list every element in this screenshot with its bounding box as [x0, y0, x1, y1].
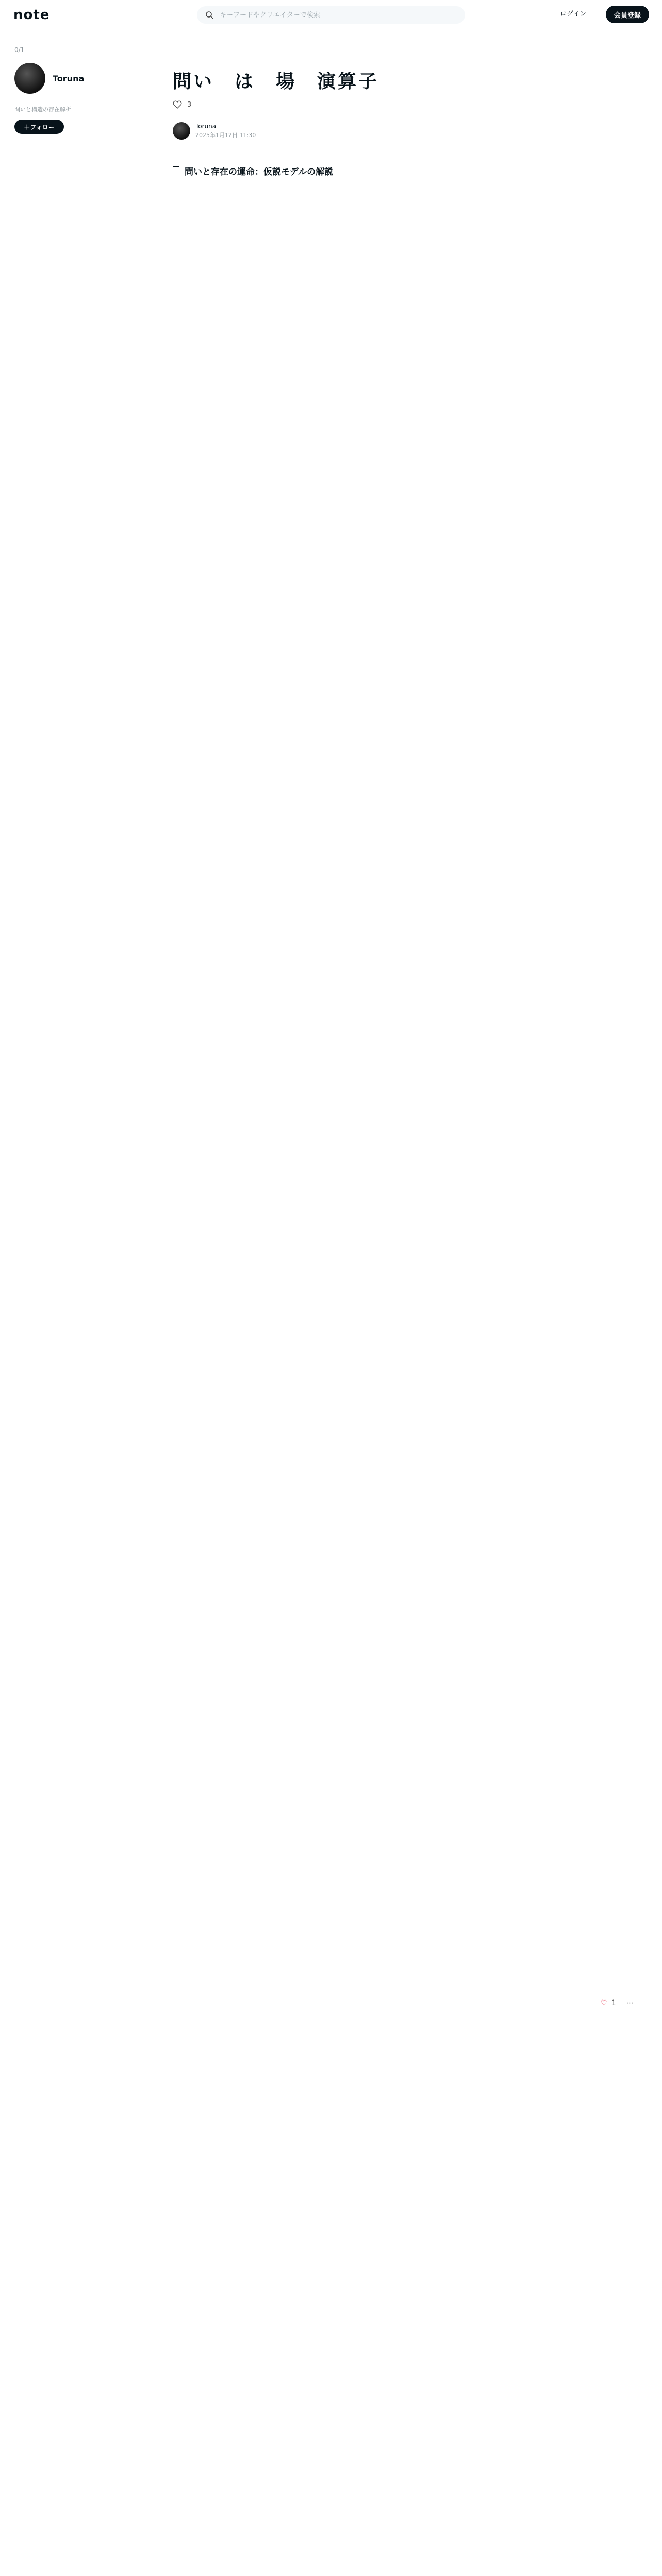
author-block[interactable] [173, 122, 489, 140]
box-glyph-icon [173, 166, 179, 175]
creator-profile[interactable] [14, 63, 148, 94]
heart-icon[interactable] [173, 100, 182, 109]
follow-plus-icon: ＋ [24, 123, 30, 131]
like-row [173, 100, 489, 109]
lead-heading [173, 164, 489, 177]
creator-sidebar [14, 46, 148, 134]
more-icon[interactable]: ⋯ [626, 1999, 634, 2007]
creator-description: 問いと構造の存在解析 [14, 106, 71, 113]
publish-date: 2025年1月12日 11:30 [195, 132, 256, 139]
site-header [0, 0, 662, 31]
search-input[interactable] [219, 11, 448, 20]
creator-name[interactable]: Toruna [53, 73, 85, 83]
search-bar[interactable] [197, 6, 465, 24]
login-link[interactable]: ログイン [560, 10, 587, 18]
floating-heart-icon[interactable]: ♡ [601, 1999, 607, 2007]
search-icon [205, 11, 213, 19]
lead-heading-text: 問いと存在の運命：仮説モデルの解説 [185, 167, 334, 177]
author-name[interactable]: Toruna [195, 123, 217, 130]
signup-button[interactable]: 会員登録 [606, 6, 649, 23]
floating-like-count[interactable]: 1 [611, 1999, 616, 2007]
follow-button[interactable] [14, 120, 64, 134]
article-main [173, 67, 489, 207]
author-avatar[interactable] [173, 122, 190, 140]
follow-label: フォロー [30, 123, 55, 131]
article-title: 問い は 場 演算子 [173, 71, 379, 92]
page-counter: 0/1 [14, 46, 25, 54]
like-count[interactable]: 3 [187, 100, 192, 109]
author-meta [195, 123, 256, 139]
floating-actions [601, 1999, 633, 2007]
note-logo[interactable]: note [13, 7, 50, 23]
avatar[interactable] [14, 63, 45, 94]
